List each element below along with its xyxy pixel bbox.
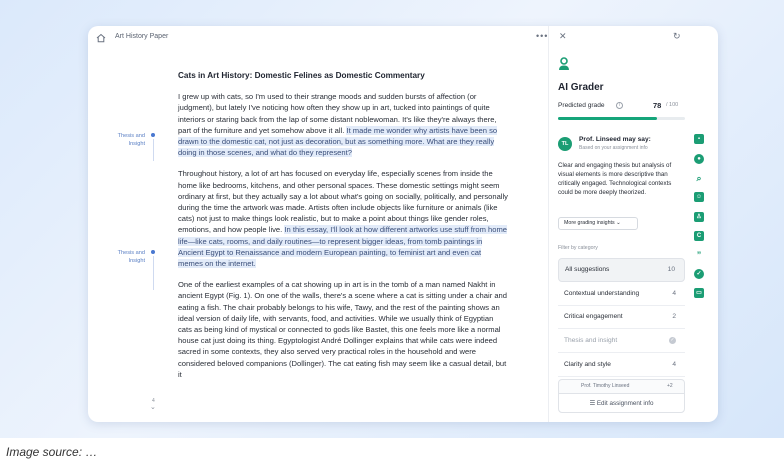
citation-icon[interactable]: C bbox=[694, 231, 704, 241]
document-heading: Cats in Art History: Domestic Felines as Domestic Commentary bbox=[178, 71, 425, 80]
professor-heading: Prof. Linseed may say: bbox=[579, 136, 651, 143]
info-icon[interactable]: i bbox=[616, 102, 623, 109]
score-progress-fill bbox=[558, 117, 657, 120]
professor-avatar: TL bbox=[558, 137, 572, 151]
category-critical-engagement[interactable] bbox=[558, 306, 685, 330]
professor-subtitle: Based on your assignment info bbox=[579, 145, 648, 151]
mini-count: +2 bbox=[667, 383, 673, 389]
chevron-down-icon[interactable]: ⌄ bbox=[150, 404, 156, 411]
app-window bbox=[88, 26, 718, 422]
margin-marker-dot bbox=[151, 250, 155, 254]
check-icon: ✓ bbox=[670, 337, 675, 344]
document-body[interactable] bbox=[178, 70, 508, 390]
category-all-suggestions[interactable] bbox=[558, 258, 685, 282]
margin-marker-dot bbox=[151, 133, 155, 137]
home-icon[interactable] bbox=[96, 33, 106, 43]
paragraph-2-text: Throughout history, a lot of art has focused on everyday life, especially scenes from inside the home like bedrooms, kitchens, and other personal spaces. These domestic settings might seem ordinary at first, but they actually say a lot about what's going on socially, politically, and personally during the time the artwork was made. Artists often include objects like furniture or animals (like cats) not just to make things look realistic, but to make a point about things like gender roles, emotions, and how people live. bbox=[178, 169, 508, 235]
margin-label-thesis-2[interactable]: Thesis and Insight bbox=[117, 250, 145, 264]
edit-assignment-info-button[interactable] bbox=[559, 393, 684, 412]
search-icon[interactable]: ⌕ bbox=[696, 173, 702, 183]
highlighted-thesis-1[interactable]: It made me wonder why artists have been so drawn to the domestic cat, not just as decoration, but as something more. What are they really doing in those scenes, and what do they represent? bbox=[178, 125, 498, 158]
margin-marker-line bbox=[153, 139, 154, 161]
category-label: Thesis and insight bbox=[564, 337, 618, 345]
grader-person-icon bbox=[558, 57, 570, 71]
refresh-icon[interactable]: ↻ bbox=[673, 31, 681, 41]
edit-assignment-info-label: Edit assignment info bbox=[596, 400, 654, 407]
category-list bbox=[558, 258, 685, 377]
category-count: 4 bbox=[672, 361, 676, 369]
paragraph-1 bbox=[178, 91, 508, 158]
grader-icon[interactable]: ♙ bbox=[694, 212, 704, 222]
document-title: Art History Paper bbox=[115, 33, 169, 40]
chevron-down-icon: ⌄ bbox=[616, 220, 621, 226]
more-grading-insights-label: More grading insights bbox=[564, 220, 615, 226]
reader-reactions-icon[interactable]: ▭ bbox=[694, 288, 704, 298]
category-count: 4 bbox=[672, 289, 676, 297]
paragraph-3: One of the earliest examples of a cat showing up in art is in the tomb of a man named Nakht in ancient Egypt (Fig. 1). On one of the walls, there's a scene where a cat is sitting under a chair and eating a fish. The chair probably belongs to his wife, Tawy, and the rest of the painting shows an ideal version of daily life, with servants, food, and activities. While we usually think of Egyptian cats as being kind of mystical or connected to gods like Bastet, this one feels more like a normal house cat just doing its thing. Egyptologist André Dollinger explains that while cats were indeed sacred in some contexts, they also served very practical roles in the household and were considered beloved companions (Dollinger). The cat eating fish may seem like a casual detail, but it bbox=[178, 280, 508, 379]
document-pane bbox=[88, 26, 548, 422]
page-number: 4 bbox=[152, 398, 155, 404]
image-caption: Image source: … bbox=[6, 445, 98, 459]
category-contextual-understanding[interactable] bbox=[558, 282, 685, 306]
quote-icon[interactable]: ” bbox=[696, 250, 702, 260]
score-progress-bar bbox=[558, 117, 685, 120]
more-options-icon[interactable]: ••• bbox=[536, 31, 549, 41]
close-icon[interactable]: ✕ bbox=[559, 31, 567, 41]
predicted-score: 78 bbox=[653, 101, 662, 110]
check-badge-icon[interactable]: ✓ bbox=[694, 269, 704, 279]
category-label: All suggestions bbox=[565, 266, 610, 274]
paragraph-1-text: I grew up with cats, so I'm used to their strange moods and sudden bursts of affection (or judgment), but lately I've noticing how often they show up in art, tucked into paintings of quite interiors or staring back from the lap of some distant noblewoman. It's like they're always there, part of the furniture and yet somehow above it all. bbox=[178, 92, 497, 135]
more-grading-insights-button[interactable] bbox=[558, 217, 638, 230]
margin-marker-line bbox=[153, 256, 154, 290]
category-count: 10 bbox=[667, 266, 675, 274]
edit-list-icon: ☰ bbox=[589, 400, 596, 407]
grader-feedback: Clear and engaging thesis but analysis of visual elements is more descriptive than critically engaged. Technological contexts could be more deeply theorized. bbox=[558, 162, 672, 196]
category-thesis-and-insight[interactable] bbox=[558, 329, 685, 353]
highlighted-thesis-2[interactable]: In this essay, I'll look at how different artworks use stuff from home life—like cats, rooms, and daily routines—to represent bigger ideas, from tomb paintings in Ancient Egypt to Renaissance and modern European painting, to feminist art and even cat memes on the internet. bbox=[178, 225, 508, 269]
panel-title: AI Grader bbox=[558, 82, 604, 93]
ai-detector-icon[interactable]: ☺ bbox=[695, 194, 703, 200]
category-label: Clarity and style bbox=[564, 361, 611, 369]
category-label: Critical engagement bbox=[564, 313, 623, 321]
paragraph-2 bbox=[178, 168, 508, 269]
filter-label: Filter by category bbox=[558, 245, 598, 251]
category-clarity-and-style[interactable] bbox=[558, 353, 685, 377]
assignment-info-card bbox=[558, 379, 685, 413]
comment-icon[interactable]: ▪ bbox=[694, 134, 704, 144]
category-label: Contextual understanding bbox=[564, 289, 640, 297]
predicted-grade-label: Predicted grade bbox=[558, 102, 605, 109]
ai-grader-panel bbox=[548, 26, 688, 422]
chat-icon[interactable]: ● bbox=[694, 154, 704, 164]
mini-professor-name: Prof. Timothy Linseed bbox=[581, 383, 630, 389]
category-count: 2 bbox=[672, 313, 676, 321]
score-max: / 100 bbox=[666, 102, 679, 108]
margin-label-thesis-1[interactable]: Thesis and Insight bbox=[117, 133, 145, 147]
